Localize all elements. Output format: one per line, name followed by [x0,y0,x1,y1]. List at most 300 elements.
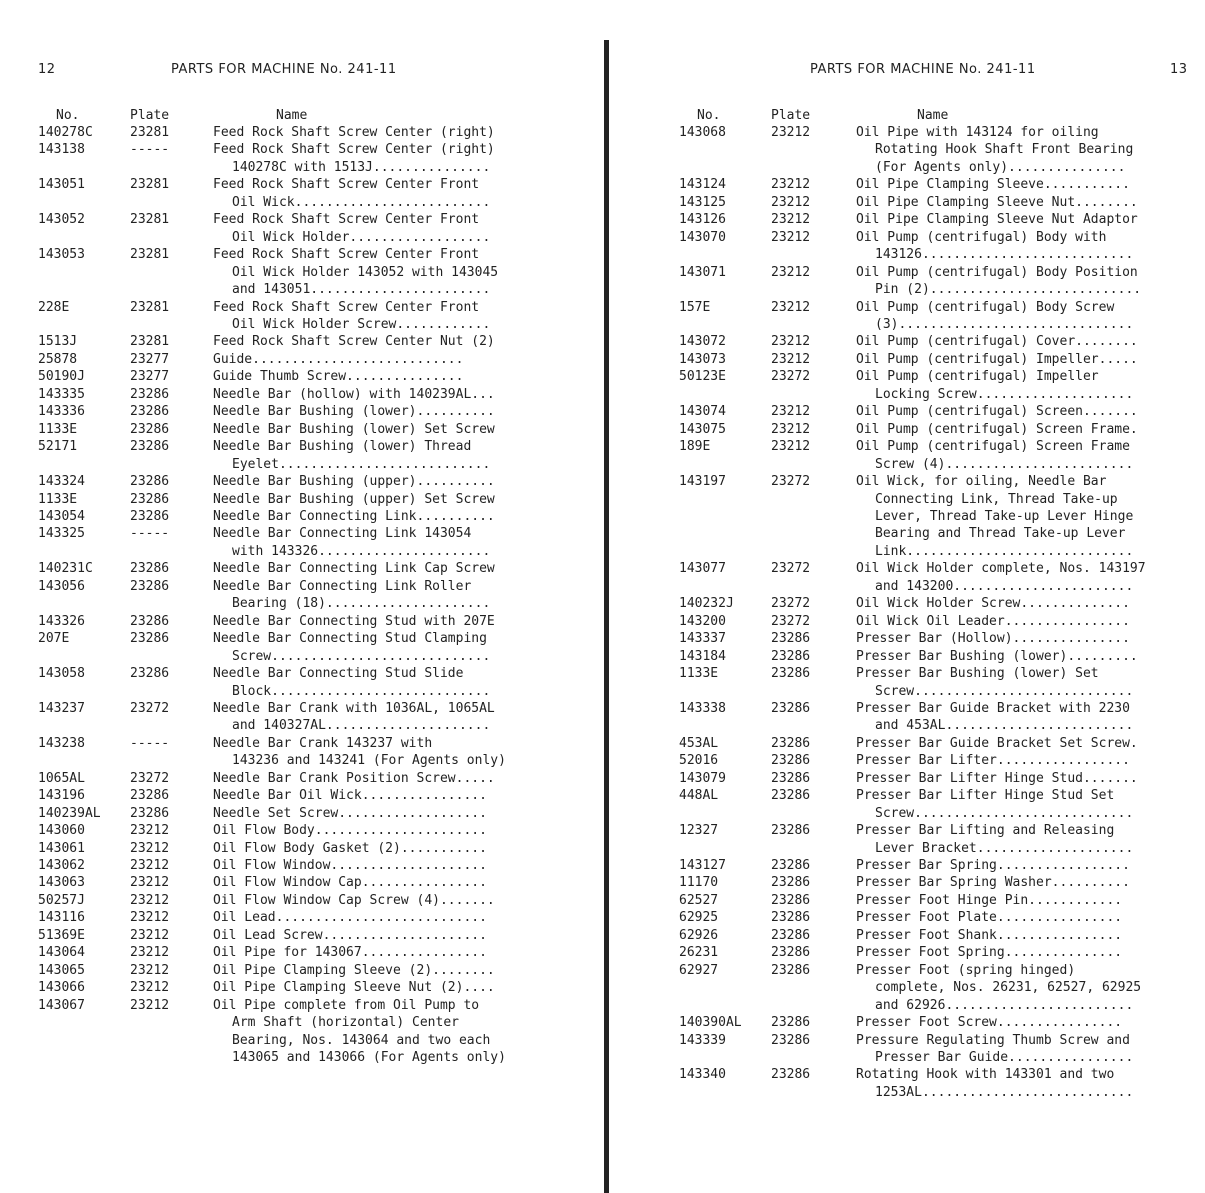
part-row [615,194,1205,211]
part-row [0,630,600,665]
part-number: 143337 [679,631,726,647]
part-name [856,264,1205,299]
part-row [0,386,600,403]
plate-number: 23212 [130,927,170,943]
part-row [615,752,1205,769]
part-row [615,124,1205,176]
part-name [213,351,600,368]
part-name [856,438,1205,473]
right-column-headers [615,108,1205,124]
part-row [615,665,1205,700]
part-name-line: Needle Bar Bushing (lower) Set Screw [213,421,495,437]
part-row [0,909,600,926]
part-number: 143326 [38,613,85,629]
part-number: 143116 [38,910,85,926]
plate-number: 23212 [130,962,170,978]
part-name [213,997,600,1067]
plate-number: 23212 [130,980,170,996]
part-name [213,211,600,246]
right-page-number: 13 [1170,62,1188,77]
part-name [856,473,1205,560]
part-name-line: Block............................ [232,683,491,699]
plate-number: 23272 [771,474,811,490]
part-number: 143075 [679,421,726,437]
part-number: 143079 [679,770,726,786]
part-name [213,927,600,944]
part-number: 140278C [38,125,93,140]
part-row [0,491,600,508]
part-name-line: Presser Bar Guide Bracket with 2230 [856,700,1130,716]
part-number: 143052 [38,212,85,228]
part-name [213,805,600,822]
plate-number: 23286 [771,927,811,943]
part-number: 1133E [679,666,719,682]
plate-number: 23212 [771,299,811,315]
part-name-line: Oil Lead........................... [213,910,487,926]
part-number: 143067 [38,997,85,1013]
part-name [856,1014,1205,1031]
plate-number: 23286 [771,823,811,839]
part-name-line: Screw (4)........................ [875,456,1134,472]
plate-number: 23286 [771,735,811,751]
part-row [0,944,600,961]
part-row [0,473,600,490]
part-row [0,962,600,979]
part-name [213,822,600,839]
part-name [856,630,1205,647]
part-name-line: Screw............................ [875,683,1134,699]
part-row [615,613,1205,630]
part-name-line: Lever Bracket.................... [875,840,1134,856]
part-name [856,927,1205,944]
part-row [0,333,600,350]
part-name-line: Feed Rock Shaft Screw Center Nut (2) [213,334,495,350]
plate-number: 23286 [771,648,811,664]
left-page-title: PARTS FOR MACHINE No. 241-11 [171,62,397,77]
part-name-line: Presser Bar Lifting and Releasing [856,823,1115,839]
part-row [0,578,600,613]
part-row [0,560,600,577]
part-number: 143124 [679,177,726,193]
part-name-line: Presser Bar Guide Bracket Set Screw. [856,735,1138,751]
plate-number: 23272 [771,369,811,385]
plate-number: 23286 [771,858,811,874]
plate-number: 23286 [771,1015,811,1031]
part-row [615,892,1205,909]
plate-number: 23212 [771,351,811,367]
plate-number: 23286 [771,788,811,804]
part-name-line: Oil Pump (centrifugal) Body Screw [856,299,1115,315]
plate-number: 23286 [130,805,170,821]
part-number: 1513J [38,334,78,350]
plate-number: 23286 [130,421,170,437]
part-name [213,438,600,473]
part-number: 143051 [38,177,85,193]
part-number: 143238 [38,735,85,751]
part-number: 143060 [38,823,85,839]
part-name [856,595,1205,612]
part-name [213,630,600,665]
part-row [0,665,600,700]
part-name [856,822,1205,857]
part-name [856,211,1205,228]
part-number: 143062 [38,858,85,874]
part-row [615,438,1205,473]
part-name-line: Pin (2)........................... [875,282,1142,298]
plate-number: 23212 [771,229,811,245]
plate-number: 23212 [130,875,170,891]
part-name-line: Presser Bar Spring Washer.......... [856,875,1130,891]
part-name-line: Needle Bar Bushing (upper) Set Screw [213,491,495,507]
part-name-line: Bearing (18)..................... [232,596,491,612]
part-number: 143056 [38,578,85,594]
plate-number: 23212 [130,858,170,874]
plate-number: 23277 [130,369,170,385]
part-name [213,124,600,141]
part-name-line: Needle Bar Crank Position Screw..... [213,770,495,786]
part-name-line: Presser Foot Hinge Pin............ [856,892,1123,908]
plate-number: 23286 [771,753,811,769]
part-name-line: and 143200....................... [875,578,1134,594]
part-row [0,403,600,420]
plate-number: 23286 [771,770,811,786]
part-name-line: Oil Wick Holder Screw............ [232,316,491,332]
part-number: 62927 [679,962,719,978]
part-number: 448AL [679,788,719,804]
part-name-line: Arm Shaft (horizontal) Center [232,1015,459,1031]
part-name-line: Presser Bar Bushing (lower) Set [856,666,1099,682]
part-name [213,700,600,735]
part-number: 50257J [38,892,85,908]
part-name [213,892,600,909]
part-name-line: Oil Flow Window Cap Screw (4)....... [213,892,495,908]
plate-number: 23212 [771,194,811,210]
left-column-headers [0,108,600,124]
part-number: 453AL [679,735,719,751]
part-name-line: Oil Pump (centrifugal) Body with [856,229,1107,245]
part-number: 143324 [38,474,85,490]
part-name-line: Needle Bar (hollow) with 140239AL... [213,386,495,402]
part-row [0,124,600,141]
part-name-line: Oil Pipe complete from Oil Pump to [213,997,480,1013]
part-name [213,141,600,176]
part-number: 52016 [679,753,719,769]
part-row [615,473,1205,560]
part-number: 143340 [679,1067,726,1083]
part-name-line: Oil Pipe Clamping Sleeve (2)........ [213,962,495,978]
part-name-line: Bearing and Thread Take-up Lever [875,526,1126,542]
part-number: 143197 [679,474,726,490]
part-name-line: Presser Foot (spring hinged) [856,962,1076,978]
part-row [0,246,600,298]
part-name-line: 143126........................... [875,247,1134,263]
part-name-line: Needle Bar Bushing (lower).......... [213,404,495,420]
plate-number: ----- [130,526,170,542]
part-row [615,264,1205,299]
part-row [0,141,600,176]
part-row [615,787,1205,822]
plate-number: 23286 [130,491,170,507]
part-name-line: Presser Foot Spring............... [856,945,1123,961]
part-row [0,840,600,857]
part-row [615,229,1205,264]
part-name [213,874,600,891]
part-name [213,944,600,961]
part-name [213,909,600,926]
part-name [856,962,1205,1014]
plate-number: 23212 [130,840,170,856]
part-name [856,194,1205,211]
part-row [0,927,600,944]
part-name [856,351,1205,368]
part-name [213,770,600,787]
plate-number: 23286 [771,910,811,926]
column-header-name: Name [276,108,308,123]
column-header-name: Name [917,108,949,123]
part-row [615,351,1205,368]
part-name-line: Rotating Hook Shaft Front Bearing [875,142,1134,158]
part-row [0,822,600,839]
part-row [615,822,1205,857]
part-number: 50190J [38,369,85,385]
part-name-line: Link............................. [875,543,1134,559]
part-row [615,944,1205,961]
part-name [856,700,1205,735]
plate-number: 23286 [771,631,811,647]
plate-number: 23212 [771,177,811,193]
part-number: 26231 [679,945,719,961]
part-row [615,1032,1205,1067]
plate-number: 23281 [130,334,170,350]
part-name-line: 1253AL........................... [875,1084,1134,1100]
part-name [213,421,600,438]
part-number: 143066 [38,980,85,996]
part-name-line: Needle Bar Bushing (upper).......... [213,474,495,490]
part-name-line: Pressure Regulating Thumb Screw and [856,1032,1130,1048]
part-name-line: Rotating Hook with 143301 and two [856,1067,1115,1083]
part-name-line: Presser Foot Screw................ [856,1015,1123,1031]
part-name [856,368,1205,403]
part-name-line: Oil Pump (centrifugal) Impeller..... [856,351,1138,367]
part-name [213,473,600,490]
part-name-line: Feed Rock Shaft Screw Center (right) [213,125,495,140]
part-name-line: Needle Bar Connecting Stud with 207E [213,613,495,629]
part-name [856,752,1205,769]
part-number: 143325 [38,526,85,542]
part-row [0,892,600,909]
part-row [615,909,1205,926]
part-row [615,368,1205,403]
plate-number: 23212 [130,910,170,926]
part-name [213,246,600,298]
part-name-line: Screw............................ [875,805,1134,821]
part-name-line: Oil Wick, for oiling, Needle Bar [856,474,1107,490]
column-header-no: No. [56,108,80,123]
part-name-line: Presser Bar Lifter Hinge Stud....... [856,770,1138,786]
plate-number: 23212 [771,125,811,140]
part-number: 12327 [679,823,719,839]
part-name [213,525,600,560]
part-name [856,299,1205,334]
plate-number: 23286 [130,666,170,682]
part-name [856,613,1205,630]
part-name-line: Presser Bar Bushing (lower)......... [856,648,1138,664]
part-name-line: Bearing, Nos. 143064 and two each [232,1032,491,1048]
part-name-line: Needle Bar Oil Wick................ [213,788,487,804]
part-name-line: Needle Bar Connecting Stud Clamping [213,631,487,647]
part-name [213,368,600,385]
part-name-line: Oil Pump (centrifugal) Body Position [856,264,1138,280]
part-number: 143072 [679,334,726,350]
part-name-line: Presser Bar Lifter................. [856,753,1130,769]
part-name [856,229,1205,264]
plate-number: 23281 [130,125,170,140]
part-row [615,560,1205,595]
part-number: 143200 [679,613,726,629]
plate-number: 23286 [771,1032,811,1048]
plate-number: 23286 [771,945,811,961]
part-row [615,421,1205,438]
part-name [856,333,1205,350]
part-number: 228E [38,299,70,315]
part-row [615,874,1205,891]
part-name [856,1066,1205,1101]
part-number: 143068 [679,125,726,140]
part-name-line: Oil Flow Window.................... [213,858,487,874]
part-name-line: Oil Pipe Clamping Sleeve Nut Adaptor [856,212,1138,228]
part-number: 143339 [679,1032,726,1048]
plate-number: 23286 [771,875,811,891]
part-number: 140239AL [38,805,101,821]
part-row [0,211,600,246]
plate-number: 23286 [771,666,811,682]
part-name-line: Oil Wick Oil Leader................ [856,613,1130,629]
part-name-line: Feed Rock Shaft Screw Center Front [213,212,480,228]
plate-number: 23281 [130,177,170,193]
part-name-line: Feed Rock Shaft Screw Center Front [213,299,480,315]
part-row [0,176,600,211]
part-name-line: Needle Bar Connecting Link.......... [213,508,495,524]
part-name [213,857,600,874]
part-name-line: Presser Bar Lifter Hinge Stud Set [856,788,1115,804]
part-number: 25878 [38,351,78,367]
part-name-line: Needle Bar Crank 143237 with [213,735,433,751]
part-name-line: Oil Pump (centrifugal) Screen....... [856,404,1138,420]
plate-number: 23212 [771,264,811,280]
part-number: 189E [679,439,711,455]
part-row [0,508,600,525]
part-row [0,997,600,1067]
part-name-line: Connecting Link, Thread Take-up [875,491,1118,507]
plate-number: 23212 [130,823,170,839]
part-name-line: 143236 and 143241 (For Agents only) [232,753,506,769]
part-name-line: with 143326...................... [232,543,491,559]
plate-number: 23272 [771,613,811,629]
part-name-line: Oil Pump (centrifugal) Screen Frame [856,439,1130,455]
part-name [856,735,1205,752]
part-name [856,874,1205,891]
part-number: 143070 [679,229,726,245]
part-row [615,1066,1205,1101]
part-row [0,700,600,735]
left-page-number: 12 [38,62,56,77]
part-row [0,979,600,996]
part-name [213,962,600,979]
part-row [615,333,1205,350]
part-name-line: complete, Nos. 26231, 62527, 62925 [875,980,1142,996]
plate-number: 23277 [130,351,170,367]
part-name-line: Oil Pipe with 143124 for oiling [856,125,1099,140]
part-name [856,124,1205,176]
part-number: 143064 [38,945,85,961]
plate-number: 23286 [130,788,170,804]
plate-number: 23212 [771,334,811,350]
part-name-line: Needle Bar Connecting Link 143054 [213,526,472,542]
part-row [0,857,600,874]
plate-number: 23286 [130,631,170,647]
part-name [213,176,600,211]
left-parts-list [0,124,600,1066]
part-number: 143127 [679,858,726,874]
part-row [0,299,600,334]
part-name-line: Oil Wick Holder.................. [232,229,491,245]
part-row [0,770,600,787]
part-name-line: (For Agents only)............... [875,159,1126,175]
part-number: 140232J [679,596,734,612]
part-row [0,525,600,560]
part-name [856,787,1205,822]
plate-number: 23286 [130,508,170,524]
part-number: 62925 [679,910,719,926]
part-name-line: Screw............................ [232,648,491,664]
part-row [0,368,600,385]
part-row [615,403,1205,420]
right-page-title: PARTS FOR MACHINE No. 241-11 [810,62,1036,77]
plate-number: 23212 [771,421,811,437]
part-name-line: and 453AL........................ [875,718,1134,734]
part-number: 51369E [38,927,85,943]
part-row [615,770,1205,787]
part-name [856,560,1205,595]
part-name [856,857,1205,874]
part-name-line: Oil Wick Holder Screw.............. [856,596,1130,612]
plate-number: 23286 [771,962,811,978]
part-number: 143071 [679,264,726,280]
plate-number: 23286 [130,613,170,629]
part-row [615,735,1205,752]
part-name-line: Presser Bar Guide................ [875,1050,1134,1066]
part-name-line: Feed Rock Shaft Screw Center Front [213,177,480,193]
part-name [213,979,600,996]
part-number: 1133E [38,421,78,437]
part-row [0,805,600,822]
part-number: 143054 [38,508,85,524]
part-name-line: 140278C with 1513J............... [232,159,491,175]
part-row [615,927,1205,944]
part-row [0,874,600,891]
part-name [856,403,1205,420]
part-name-line: Guide Thumb Screw............... [213,369,464,385]
part-name [213,333,600,350]
plate-number: 23272 [130,770,170,786]
part-number: 143061 [38,840,85,856]
part-row [615,857,1205,874]
part-name [213,560,600,577]
part-number: 143336 [38,404,85,420]
part-name-line: Needle Bar Connecting Link Cap Screw [213,561,495,577]
column-header-plate: Plate [130,108,170,123]
part-number: 143063 [38,875,85,891]
